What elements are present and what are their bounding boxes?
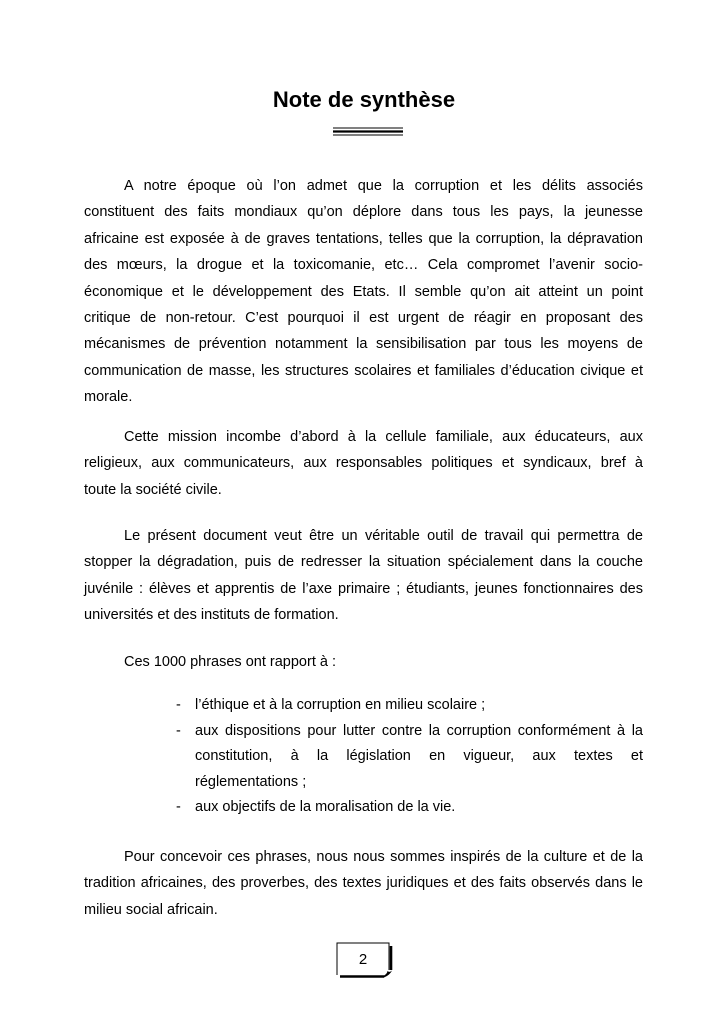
list-item-text [195,693,643,719]
text-line: universités et des instituts de formation. [84,607,339,624]
text-line: A notre époque où l’on admet que la corruption et les délits associés [124,178,643,194]
text-line: Ces 1000 phrases ont rapport à : [124,654,336,670]
text-line: économique et le développement des Etats. Il semble qu’on ait atteint un point [84,283,643,300]
list-item [176,795,643,821]
paragraph-mission [84,424,643,503]
text-line: Cette mission incombe d’abord à la cellule familiale, aux éducateurs, aux [124,429,643,445]
text-line: critique de non-retour. C’est pourquoi il est urgent de réagir en proposant des [84,310,643,327]
page-title: Note de synthèse [272,87,456,112]
text-line: constitution, à la législation en vigueur, aux textes et [195,748,643,764]
list-intro [84,649,643,675]
text-line: stopper la dégradation, puis de redresser la situation spécialement dans la couche [84,554,643,571]
topic-list [176,693,643,821]
text-line: toute la société civile. [84,481,222,498]
paragraph-document-purpose [84,523,643,629]
paragraph-intro [84,173,643,411]
text-line: aux objectifs de la moralisation de la vie. [195,799,456,815]
text-line: aux dispositions pour lutter contre la corruption conformément à la [195,722,643,739]
list-item-text [195,795,643,821]
paragraph-closing [84,844,643,923]
text-line: l’éthique et à la corruption en milieu scolaire ; [195,697,486,713]
list-item [176,693,643,719]
text-line: Pour concevoir ces phrases, nous nous sommes inspirés de la culture et de la [124,849,643,865]
text-line: constituent des faits mondiaux qu’on déplore dans tous les pays, la jeunesse [84,204,643,221]
text-line: réglementations ; [195,773,307,790]
text-line: tradition africaines, des proverbes, des textes juridiques et des faits observés dans le [84,875,643,892]
text-line: mécanismes de prévention notamment la sensibilisation par tous les moyens de [84,336,643,353]
page-number: 2 [358,950,368,968]
list-bullet: - [176,697,181,713]
list-item [176,719,643,796]
text-line: africaine est exposée à de graves tentations, telles que la corruption, la dépravation [84,230,643,247]
text-line: juvénile : élèves et apprentis de l’axe primaire ; étudiants, jeunes fonctionnaires des [84,580,643,597]
text-line: Le présent document veut être un véritable outil de travail qui permettra de [124,528,643,544]
text-line: communication de masse, les structures scolaires et familiales d’éducation civique et [84,362,643,379]
title-underline-decoration [333,125,403,139]
list-bullet: - [176,799,181,815]
text-line: des mœurs, la drogue et la toxicomanie, etc… Cela compromet l’avenir socio- [84,257,643,274]
text-line: religieux, aux communicateurs, aux responsables politiques et syndicaux, bref à [84,455,643,472]
list-bullet: - [176,722,181,739]
list-item-text [195,719,643,796]
text-line: milieu social africain. [84,901,218,918]
text-line: morale. [84,389,133,406]
